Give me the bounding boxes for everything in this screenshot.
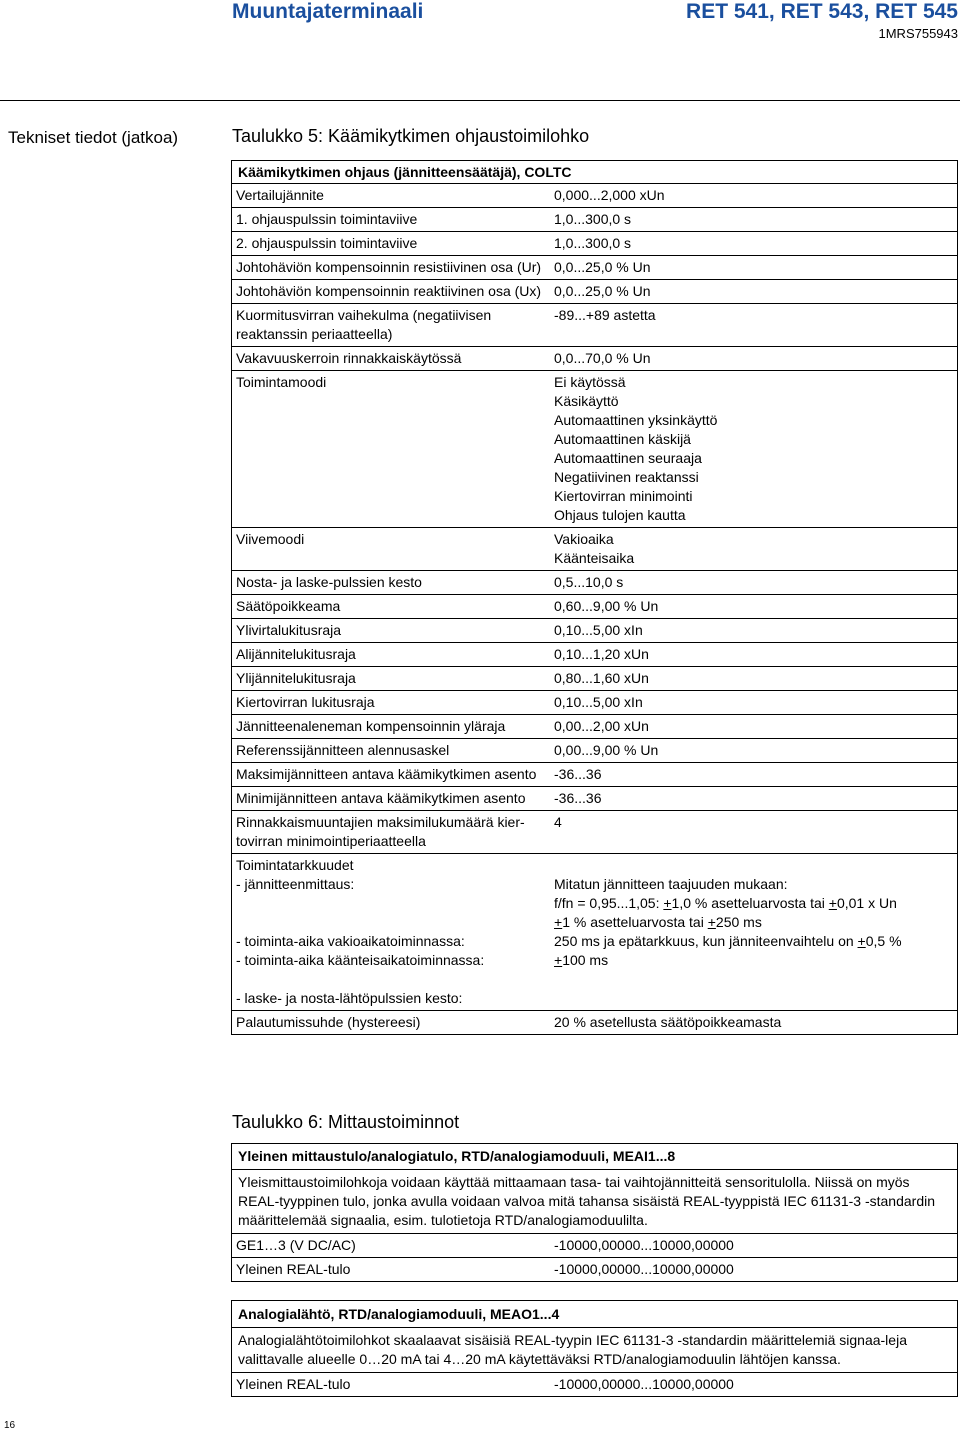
row-value-line: -36...36: [554, 766, 602, 782]
row-value-line: Käänteisaika: [554, 550, 635, 566]
row-value-line: 0,10...1,20 xUn: [554, 646, 649, 662]
table-row: [232, 691, 957, 715]
accuracy-value-line4: 250 ms ja epätarkkuus, kun jänniteenvaihtelu on +0,5 %: [554, 933, 902, 949]
table-row: [232, 595, 957, 619]
row-label: Toimintamoodi: [236, 374, 327, 390]
row-value-line: 0,10...5,00 xIn: [554, 622, 643, 638]
accuracy-label-voltage: - jännitteenmittaus:: [236, 876, 355, 892]
row-value: [550, 280, 957, 303]
row-value-line: 0,0...25,0 % Un: [554, 283, 651, 299]
table-row: [232, 715, 957, 739]
row-value-line: 0,0...25,0 % Un: [554, 259, 651, 275]
row-label: Johtohäviön kompensoinnin resistiivinen osa (Ur): [236, 259, 542, 275]
row-value-line: Kiertovirran minimointi: [554, 488, 693, 504]
row-label: Ylivirtalukitusraja: [236, 622, 342, 638]
row-value: [550, 619, 957, 642]
table-row: [232, 347, 957, 371]
table-row: [232, 619, 957, 643]
box2-row-real: Yleinen REAL-tulo -10000,00000...10000,00000: [236, 1376, 734, 1392]
row-value-line: 1,0...300,0 s: [554, 211, 632, 227]
accuracy-label-inverse: - toiminta-aika käänteisaikatoiminnassa:: [236, 952, 485, 968]
row-value-line: 4: [554, 814, 562, 830]
row-label: Jännitteenaleneman kompensoinnin yläraja: [236, 718, 506, 734]
table6-title: Taulukko 6: Mittaustoiminnot: [232, 1112, 460, 1132]
row-value-line: 0,80...1,60 xUn: [554, 670, 649, 686]
row-label: Referenssijännitteen alennusaskel: [236, 742, 450, 758]
page-number: 16: [4, 1420, 16, 1431]
header-divider: [0, 100, 960, 101]
table-row: [232, 256, 957, 280]
row-value-line: Negatiivinen reaktanssi: [554, 469, 699, 485]
row-value-line: 1,0...300,0 s: [554, 235, 632, 251]
box2-description: Analogialähtötoimilohkot skaalaavat sisäisiä REAL-tyypin IEC 61131-3 -standardin määrittelemiä signaa-leja valittavalle alueelle 0…20 mA tai 4…20 mA käytettäväksi RTD/analogiamoduulin lähtöjen kanssa.: [232, 1328, 957, 1373]
row-value: [550, 595, 957, 618]
row-label: Rinnakkaismuuntajien maksimilukumäärä kier-tovirran minimointiperiaatteella: [236, 814, 525, 849]
box1-row-real: Yleinen REAL-tulo -10000,00000...10000,00000: [236, 1261, 734, 1277]
row-label: Säätöpoikkeama: [236, 598, 341, 614]
row-value-line: 0,10...5,00 xIn: [554, 694, 643, 710]
row-value-line: 0,00...9,00 % Un: [554, 742, 659, 758]
box1-row-ge: GE1…3 (V DC/AC) -10000,00000...10000,00000: [232, 1234, 957, 1258]
row-label: Vertailujännite: [236, 187, 324, 203]
row-label: Ylijännitelukitusraja: [236, 670, 356, 686]
row-value: [550, 691, 957, 714]
row-value: [550, 571, 957, 594]
table-row: [232, 371, 957, 528]
table-row: [232, 787, 957, 811]
accuracy-label-title: Toimintatarkkuudet: [236, 857, 354, 873]
table-row: [232, 304, 957, 347]
table-row: [232, 208, 957, 232]
row-value: [550, 643, 957, 666]
row-value: [550, 304, 957, 346]
row-label: Maksimijännitteen antava käämikytkimen asento: [236, 766, 537, 782]
table5-header: Käämikytkimen ohjaus (jännitteensäätäjä), COLTC: [232, 161, 957, 184]
row-value-line: -89...+89 astetta: [554, 307, 656, 323]
box1-description: Yleismittaustoimilohkoja voidaan käyttää mittaamaan tasa- tai vaihtojännitteitä sensoritulolla. Niissä on myös REAL-tyyppinen tulo, jonka avulla voidaan valvoa mitä tahansa sisäistä REAL-tyyppistä IEC 61131-3 -standardin määrittelemää signaalia, esim. tulotietoja RTD/analogiamoduulilta.: [232, 1170, 957, 1234]
row-value-line: Automaattinen seuraaja: [554, 450, 702, 466]
row-label: Vakavuuskerroin rinnakkaiskäytössä: [236, 350, 462, 366]
row-value-line: Automaattinen yksinkäyttö: [554, 412, 718, 428]
table-row: [232, 571, 957, 595]
row-value-line: Automaattinen käskijä: [554, 431, 691, 447]
table-row: [232, 739, 957, 763]
row-label: 2. ohjauspulssin toimintaviive: [236, 235, 418, 251]
row-label: Minimijännitteen antava käämikytkimen asento: [236, 790, 526, 806]
row-value-line: 0,00...2,00 xUn: [554, 718, 649, 734]
accuracy-value-line1: Mitatun jännitteen taajuuden mukaan:: [554, 876, 788, 892]
row-value-line: Ei käytössä: [554, 374, 626, 390]
row-value: [550, 739, 957, 762]
hysteresis-value: 20 % asetellusta säätöpoikkeamasta: [554, 1014, 782, 1030]
document-title: Muuntajaterminaali: [232, 0, 424, 23]
table-row: [232, 643, 957, 667]
row-value: [550, 232, 957, 255]
accuracy-label-pulse: - laske- ja nosta-lähtöpulssien kesto:: [236, 990, 463, 1006]
row-value: [550, 347, 957, 370]
side-section-label: Tekniset tiedot (jatkoa): [8, 128, 179, 147]
table6-box1: [231, 1143, 958, 1282]
box1-header: Yleinen mittaustulo/analogiatulo, RTD/analogiamoduuli, MEAI1...8: [232, 1144, 957, 1170]
row-label: Kiertovirran lukitusraja: [236, 694, 375, 710]
table-row: [232, 763, 957, 787]
table5-rows: [232, 184, 957, 854]
table-row: [232, 667, 957, 691]
row-value-line: -36...36: [554, 790, 602, 806]
hysteresis-label: Palautumissuhde (hystereesi): [236, 1014, 421, 1030]
accuracy-value-line2: f/fn = 0,95...1,05: +1,0 % asetteluarvosta tai +0,01 x Un: [554, 895, 897, 911]
row-value-line: 0,0...70,0 % Un: [554, 350, 651, 366]
table-row: [232, 280, 957, 304]
table-row: [232, 528, 957, 571]
table5-title: Taulukko 5: Käämikytkimen ohjaustoimilohko: [232, 126, 590, 146]
row-value-line: Vakioaika: [554, 531, 614, 547]
accuracy-row: [232, 854, 957, 1011]
row-value: [550, 184, 957, 207]
row-value: [550, 208, 957, 231]
hysteresis-row: [232, 1011, 957, 1034]
row-value: [550, 787, 957, 810]
row-value-line: 0,000...2,000 xUn: [554, 187, 665, 203]
table-row: [232, 811, 957, 854]
row-label: Alijännitelukitusraja: [236, 646, 356, 662]
row-value-line: 0,5...10,0 s: [554, 574, 624, 590]
row-label: Kuormitusvirran vaihekulma (negatiivisen reaktanssin periaatteella): [236, 307, 492, 342]
row-value: [550, 667, 957, 690]
row-value-line: Käsikäyttö: [554, 393, 619, 409]
table-row: [232, 184, 957, 208]
document-code: 1MRS755943: [878, 26, 958, 41]
row-label: 1. ohjauspulssin toimintaviive: [236, 211, 418, 227]
row-value: [550, 256, 957, 279]
row-label: Johtohäviön kompensoinnin reaktiivinen osa (Ux): [236, 283, 542, 299]
row-label: Nosta- ja laske-pulssien kesto: [236, 574, 422, 590]
row-value: [550, 371, 957, 527]
table-row: [232, 232, 957, 256]
row-value: [550, 811, 957, 853]
accuracy-value-line5: +100 ms: [554, 952, 609, 968]
row-value: [550, 715, 957, 738]
row-value: [550, 763, 957, 786]
row-label: Viivemoodi: [236, 531, 305, 547]
accuracy-label-const: - toiminta-aika vakioaikatoiminnassa:: [236, 933, 465, 949]
product-title: RET 541, RET 543, RET 545: [686, 0, 958, 23]
table6-box2: [231, 1300, 958, 1397]
row-value-line: Ohjaus tulojen kautta: [554, 507, 686, 523]
box2-header: Analogialähtö, RTD/analogiamoduuli, MEAO1...4: [232, 1301, 957, 1328]
row-value: [550, 528, 957, 570]
row-value-line: 0,60...9,00 % Un: [554, 598, 659, 614]
table5-box: [231, 160, 958, 1035]
accuracy-value-line3: +1 % asetteluarvosta tai +250 ms: [554, 914, 762, 930]
